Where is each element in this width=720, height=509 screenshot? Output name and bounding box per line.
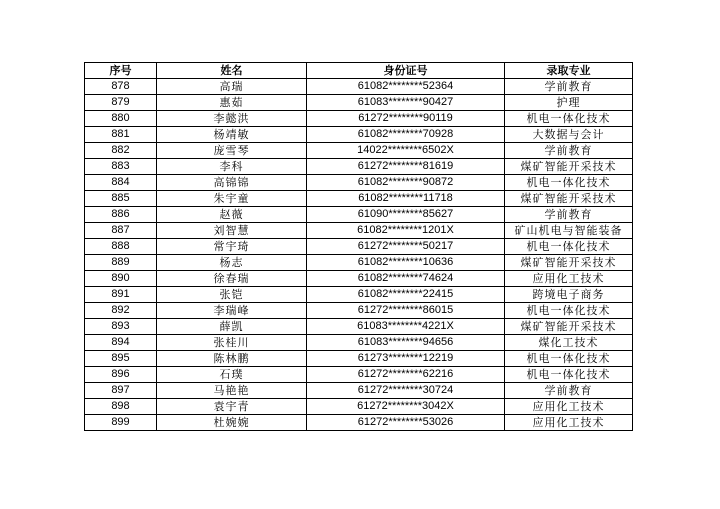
name-cell: 杨靖敏 bbox=[157, 127, 307, 143]
serial-number-cell: 895 bbox=[85, 351, 157, 367]
major-cell: 机电一体化技术 bbox=[505, 239, 633, 255]
id-number-cell: 61082********11718 bbox=[307, 191, 505, 207]
major-cell: 机电一体化技术 bbox=[505, 367, 633, 383]
major-cell: 学前教育 bbox=[505, 79, 633, 95]
serial-number-cell: 878 bbox=[85, 79, 157, 95]
id-number-cell: 61082********90872 bbox=[307, 175, 505, 191]
table-row bbox=[85, 255, 633, 271]
name-cell: 杜婉婉 bbox=[157, 415, 307, 431]
header-serial-number: 序号 bbox=[85, 63, 157, 79]
table-row bbox=[85, 175, 633, 191]
table-row bbox=[85, 319, 633, 335]
serial-number-cell: 896 bbox=[85, 367, 157, 383]
table-row bbox=[85, 191, 633, 207]
table-header-row bbox=[85, 63, 633, 79]
table-row bbox=[85, 415, 633, 431]
serial-number-cell: 880 bbox=[85, 111, 157, 127]
name-cell: 张铠 bbox=[157, 287, 307, 303]
major-cell: 跨境电子商务 bbox=[505, 287, 633, 303]
id-number-cell: 61272********30724 bbox=[307, 383, 505, 399]
name-cell: 高锦锦 bbox=[157, 175, 307, 191]
serial-number-cell: 883 bbox=[85, 159, 157, 175]
serial-number-cell: 885 bbox=[85, 191, 157, 207]
serial-number-cell: 899 bbox=[85, 415, 157, 431]
name-cell: 石璞 bbox=[157, 367, 307, 383]
serial-number-cell: 898 bbox=[85, 399, 157, 415]
table-row bbox=[85, 399, 633, 415]
name-cell: 马艳艳 bbox=[157, 383, 307, 399]
serial-number-cell: 881 bbox=[85, 127, 157, 143]
header-id-number: 身份证号 bbox=[307, 63, 505, 79]
serial-number-cell: 891 bbox=[85, 287, 157, 303]
table-row bbox=[85, 223, 633, 239]
major-cell: 煤化工技术 bbox=[505, 335, 633, 351]
name-cell: 惠茹 bbox=[157, 95, 307, 111]
table-row bbox=[85, 271, 633, 287]
id-number-cell: 61082********10636 bbox=[307, 255, 505, 271]
id-number-cell: 61082********22415 bbox=[307, 287, 505, 303]
name-cell: 陈林鹏 bbox=[157, 351, 307, 367]
id-number-cell: 61272********81619 bbox=[307, 159, 505, 175]
name-cell: 李科 bbox=[157, 159, 307, 175]
table-row bbox=[85, 143, 633, 159]
serial-number-cell: 888 bbox=[85, 239, 157, 255]
major-cell: 机电一体化技术 bbox=[505, 303, 633, 319]
table-row bbox=[85, 79, 633, 95]
name-cell: 李懿洪 bbox=[157, 111, 307, 127]
id-number-cell: 61083********90427 bbox=[307, 95, 505, 111]
id-number-cell: 61272********3042X bbox=[307, 399, 505, 415]
id-number-cell: 14022********6502X bbox=[307, 143, 505, 159]
serial-number-cell: 897 bbox=[85, 383, 157, 399]
id-number-cell: 61272********86015 bbox=[307, 303, 505, 319]
name-cell: 高瑞 bbox=[157, 79, 307, 95]
name-cell: 刘智慧 bbox=[157, 223, 307, 239]
table-row bbox=[85, 95, 633, 111]
table-row bbox=[85, 335, 633, 351]
major-cell: 应用化工技术 bbox=[505, 399, 633, 415]
header-admitted-major: 录取专业 bbox=[505, 63, 633, 79]
name-cell: 李瑞峰 bbox=[157, 303, 307, 319]
id-number-cell: 61272********62216 bbox=[307, 367, 505, 383]
table-row bbox=[85, 303, 633, 319]
major-cell: 学前教育 bbox=[505, 207, 633, 223]
table-row bbox=[85, 367, 633, 383]
serial-number-cell: 884 bbox=[85, 175, 157, 191]
major-cell: 大数据与会计 bbox=[505, 127, 633, 143]
major-cell: 矿山机电与智能装备 bbox=[505, 223, 633, 239]
major-cell: 煤矿智能开采技术 bbox=[505, 319, 633, 335]
serial-number-cell: 893 bbox=[85, 319, 157, 335]
major-cell: 学前教育 bbox=[505, 383, 633, 399]
id-number-cell: 61083********4221X bbox=[307, 319, 505, 335]
serial-number-cell: 889 bbox=[85, 255, 157, 271]
header-name: 姓名 bbox=[157, 63, 307, 79]
serial-number-cell: 894 bbox=[85, 335, 157, 351]
serial-number-cell: 890 bbox=[85, 271, 157, 287]
id-number-cell: 61082********74624 bbox=[307, 271, 505, 287]
serial-number-cell: 879 bbox=[85, 95, 157, 111]
name-cell: 杨志 bbox=[157, 255, 307, 271]
major-cell: 煤矿智能开采技术 bbox=[505, 255, 633, 271]
major-cell: 学前教育 bbox=[505, 143, 633, 159]
major-cell: 应用化工技术 bbox=[505, 415, 633, 431]
serial-number-cell: 882 bbox=[85, 143, 157, 159]
major-cell: 机电一体化技术 bbox=[505, 175, 633, 191]
serial-number-cell: 887 bbox=[85, 223, 157, 239]
id-number-cell: 61083********94656 bbox=[307, 335, 505, 351]
major-cell: 护理 bbox=[505, 95, 633, 111]
table-row bbox=[85, 383, 633, 399]
name-cell: 常宇琦 bbox=[157, 239, 307, 255]
name-cell: 张桂川 bbox=[157, 335, 307, 351]
name-cell: 徐春瑞 bbox=[157, 271, 307, 287]
table-row bbox=[85, 239, 633, 255]
table-row bbox=[85, 207, 633, 223]
id-number-cell: 61272********53026 bbox=[307, 415, 505, 431]
table-row bbox=[85, 127, 633, 143]
id-number-cell: 61082********1201X bbox=[307, 223, 505, 239]
name-cell: 赵薇 bbox=[157, 207, 307, 223]
major-cell: 应用化工技术 bbox=[505, 271, 633, 287]
name-cell: 庞雪琴 bbox=[157, 143, 307, 159]
serial-number-cell: 886 bbox=[85, 207, 157, 223]
name-cell: 袁宇青 bbox=[157, 399, 307, 415]
table-row bbox=[85, 159, 633, 175]
table-row bbox=[85, 287, 633, 303]
serial-number-cell: 892 bbox=[85, 303, 157, 319]
id-number-cell: 61273********12219 bbox=[307, 351, 505, 367]
id-number-cell: 61090********85627 bbox=[307, 207, 505, 223]
id-number-cell: 61082********70928 bbox=[307, 127, 505, 143]
major-cell: 机电一体化技术 bbox=[505, 351, 633, 367]
name-cell: 薛凯 bbox=[157, 319, 307, 335]
major-cell: 机电一体化技术 bbox=[505, 111, 633, 127]
id-number-cell: 61272********90119 bbox=[307, 111, 505, 127]
major-cell: 煤矿智能开采技术 bbox=[505, 159, 633, 175]
id-number-cell: 61272********50217 bbox=[307, 239, 505, 255]
name-cell: 朱宇童 bbox=[157, 191, 307, 207]
table-row bbox=[85, 111, 633, 127]
major-cell: 煤矿智能开采技术 bbox=[505, 191, 633, 207]
table-row bbox=[85, 351, 633, 367]
admission-table bbox=[84, 62, 633, 431]
id-number-cell: 61082********52364 bbox=[307, 79, 505, 95]
